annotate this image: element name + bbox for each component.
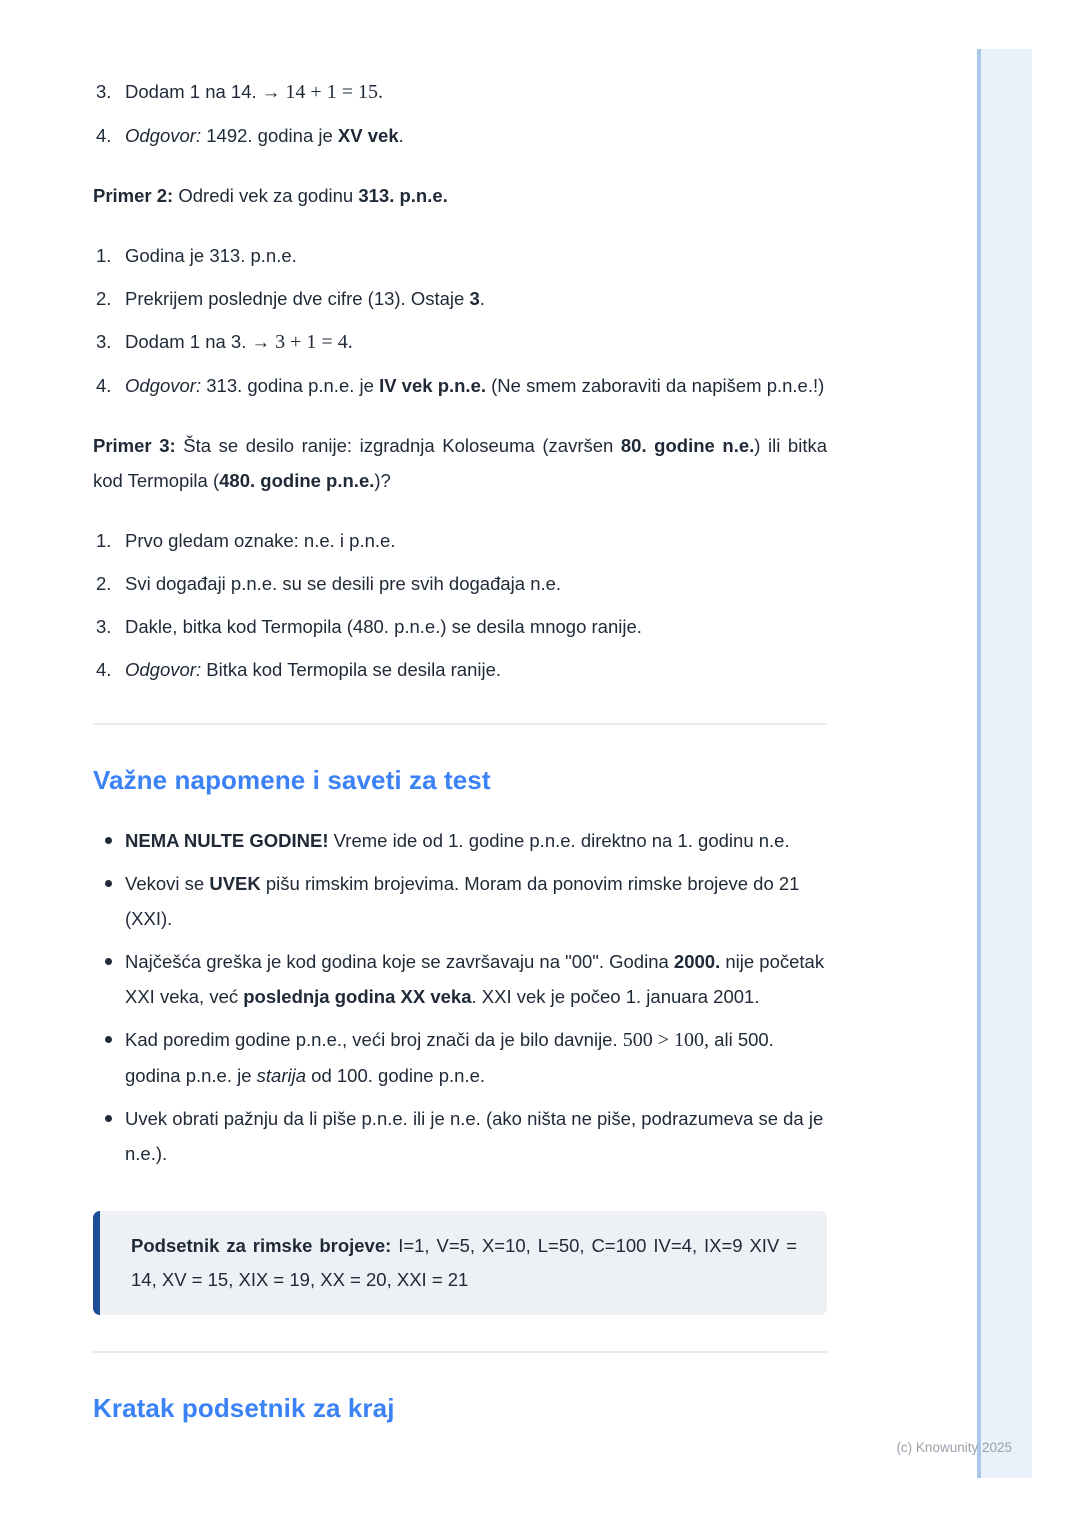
- text-run: (Ne smem zaboraviti da napišem p.n.e.!): [486, 375, 825, 396]
- text-run: Svi događaji p.n.e. su se desili pre svih događaja n.e.: [125, 573, 562, 594]
- bullet-dot-icon: [105, 837, 112, 844]
- list-item-text: [125, 238, 827, 273]
- math-expression: 500 > 100,: [622, 1029, 710, 1051]
- text-run: Bitka kod Termopila se desila ranije.: [201, 659, 502, 680]
- text-run: 480. godine p.n.e.: [219, 470, 375, 491]
- bullet-marker: [93, 1022, 125, 1093]
- text-run: Prekrijem poslednje dve cifre (13). Ostaje: [125, 288, 470, 309]
- text-run: ali 500. godina p.n.e. je: [125, 1029, 774, 1086]
- section-heading: Kratak podsetnik za kraj: [93, 1393, 395, 1423]
- list-number: 2.: [96, 288, 112, 309]
- text-run: Odgovor:: [125, 375, 202, 396]
- text-run: 3: [469, 288, 480, 309]
- ordered-list: [93, 523, 827, 687]
- section-heading: Važne napomene i saveti za test: [93, 765, 491, 795]
- text-run: 80. godine n.e.: [620, 435, 755, 456]
- text-run: .: [398, 125, 404, 146]
- list-item: [93, 118, 827, 153]
- list-item: [93, 609, 827, 644]
- text-run: XV vek: [337, 125, 399, 146]
- document-body: [93, 0, 827, 1451]
- text-run: pišu rimskim brojevima. Moram da ponovim rimske brojeve do 21 (XXI).: [125, 873, 800, 929]
- list-item-text: [125, 944, 827, 1014]
- section-divider: [93, 1351, 827, 1353]
- paragraph: [93, 178, 827, 213]
- list-number: 4.: [96, 659, 112, 680]
- text-run: Dodam 1 na 3.: [125, 331, 252, 352]
- text-run: NEMA NULTE GODINE!: [125, 830, 329, 851]
- paragraph: [93, 428, 827, 498]
- copyright-watermark: (c) Knowunity 2025: [896, 1440, 1012, 1455]
- ordered-list: [93, 238, 827, 403]
- text-run: Godina je 313. p.n.e.: [125, 245, 297, 266]
- section-divider: [93, 723, 827, 725]
- list-item-text: [125, 1022, 827, 1093]
- text-run: →: [261, 81, 286, 102]
- list-item-text: [125, 866, 827, 936]
- list-item: [93, 368, 827, 403]
- bullet-marker: [93, 823, 125, 858]
- list-item: [93, 324, 827, 360]
- text-run: poslednja godina XX veka: [243, 986, 472, 1007]
- list-item-text: [125, 523, 827, 558]
- text-run: Vreme ide od 1. godine p.n.e. direktno na 1. godinu n.e.: [328, 830, 790, 851]
- bullet-list: [93, 823, 827, 1171]
- text-run: Podsetnik za rimske brojeve:: [131, 1235, 392, 1256]
- math-expression: 14 + 1 = 15.: [285, 81, 383, 103]
- text-run: 313. p.n.e.: [358, 185, 448, 206]
- list-item: [93, 238, 827, 273]
- list-item-text: [125, 74, 827, 110]
- text-run: IV vek p.n.e.: [379, 375, 486, 396]
- text-run: )?: [374, 470, 391, 491]
- text-run: Kad poredim godine p.n.e., veći broj znači da je bilo davnije.: [125, 1029, 623, 1050]
- text-run: Vekovi se: [125, 873, 210, 894]
- text-run: Dakle, bitka kod Termopila (480. p.n.e.) se desila mnogo ranije.: [125, 616, 642, 637]
- list-item-text: [125, 324, 827, 360]
- list-item-text: [125, 281, 827, 316]
- list-item: [93, 523, 827, 558]
- text-run: 2000.: [673, 951, 721, 972]
- list-item-text: [125, 609, 827, 644]
- list-item-text: [125, 652, 827, 687]
- bullet-marker: [93, 1101, 125, 1171]
- text-run: .: [479, 288, 485, 309]
- text-run: Odgovor:: [125, 659, 202, 680]
- list-item-text: [125, 368, 827, 403]
- text-run: starija: [256, 1065, 307, 1086]
- text-run: Dodam 1 na 14.: [125, 81, 262, 102]
- text-run: Šta se desilo ranije: izgradnja Koloseuma (završen: [175, 435, 621, 456]
- list-item: [93, 74, 827, 110]
- text-run: →: [251, 331, 276, 352]
- ordered-list: [93, 74, 827, 153]
- text-run: Odredi vek za godinu: [173, 185, 359, 206]
- list-item: [93, 566, 827, 601]
- list-number: 4.: [96, 125, 112, 146]
- bullet-dot-icon: [105, 1115, 112, 1122]
- bullet-dot-icon: [105, 880, 112, 887]
- list-number: 3.: [96, 616, 112, 637]
- bullet-marker: [93, 866, 125, 936]
- list-item: [93, 823, 827, 858]
- text-run: 313. godina p.n.e. je: [201, 375, 380, 396]
- text-run: Najčešća greška je kod godina koje se završavaju na "00". Godina: [125, 951, 674, 972]
- list-item: [93, 866, 827, 936]
- text-run: ) ili bitka kod Termopila (: [93, 435, 827, 491]
- text-run: Primer 3:: [93, 435, 176, 456]
- math-expression: 3 + 1 = 4.: [275, 331, 353, 353]
- list-item: [93, 944, 827, 1014]
- list-number: 3.: [96, 331, 112, 352]
- text-run: Odgovor:: [125, 125, 202, 146]
- list-item: [93, 1022, 827, 1093]
- text-run: Prvo gledam oznake: n.e. i p.n.e.: [125, 530, 396, 551]
- list-item-text: [125, 1101, 827, 1171]
- list-item: [93, 1101, 827, 1171]
- callout-quote: [93, 1211, 827, 1315]
- list-item: [93, 652, 827, 687]
- list-number: 1.: [96, 530, 112, 551]
- list-item-text: [125, 118, 827, 153]
- text-run: 1492. godina je: [201, 125, 338, 146]
- list-number: 1.: [96, 245, 112, 266]
- list-item-text: [125, 566, 827, 601]
- side-highlight-bar: [977, 49, 1032, 1478]
- text-run: I=1, V=5, X=10, L=50, C=100 IV=4, IX=9 XIV = 14, XV = 15, XIX = 19, XX = 20, XXI = 21: [131, 1235, 797, 1290]
- bullet-marker: [93, 944, 125, 1014]
- text-run: Primer 2:: [93, 185, 174, 206]
- text-run: nije početak XXI veka, već: [125, 951, 825, 1007]
- list-number: 3.: [96, 81, 112, 102]
- list-item: [93, 281, 827, 316]
- text-run: . XXI vek je počeo 1. januara 2001.: [471, 986, 760, 1007]
- list-number: 2.: [96, 573, 112, 594]
- text-run: UVEK: [209, 873, 261, 894]
- text-run: od 100. godine p.n.e.: [306, 1065, 486, 1086]
- list-item-text: [125, 823, 827, 858]
- bullet-dot-icon: [105, 1036, 112, 1043]
- list-number: 4.: [96, 375, 112, 396]
- bullet-dot-icon: [105, 958, 112, 965]
- text-run: Uvek obrati pažnju da li piše p.n.e. ili je n.e. (ako ništa ne piše, podrazumeva se da je n.e.).: [125, 1108, 824, 1164]
